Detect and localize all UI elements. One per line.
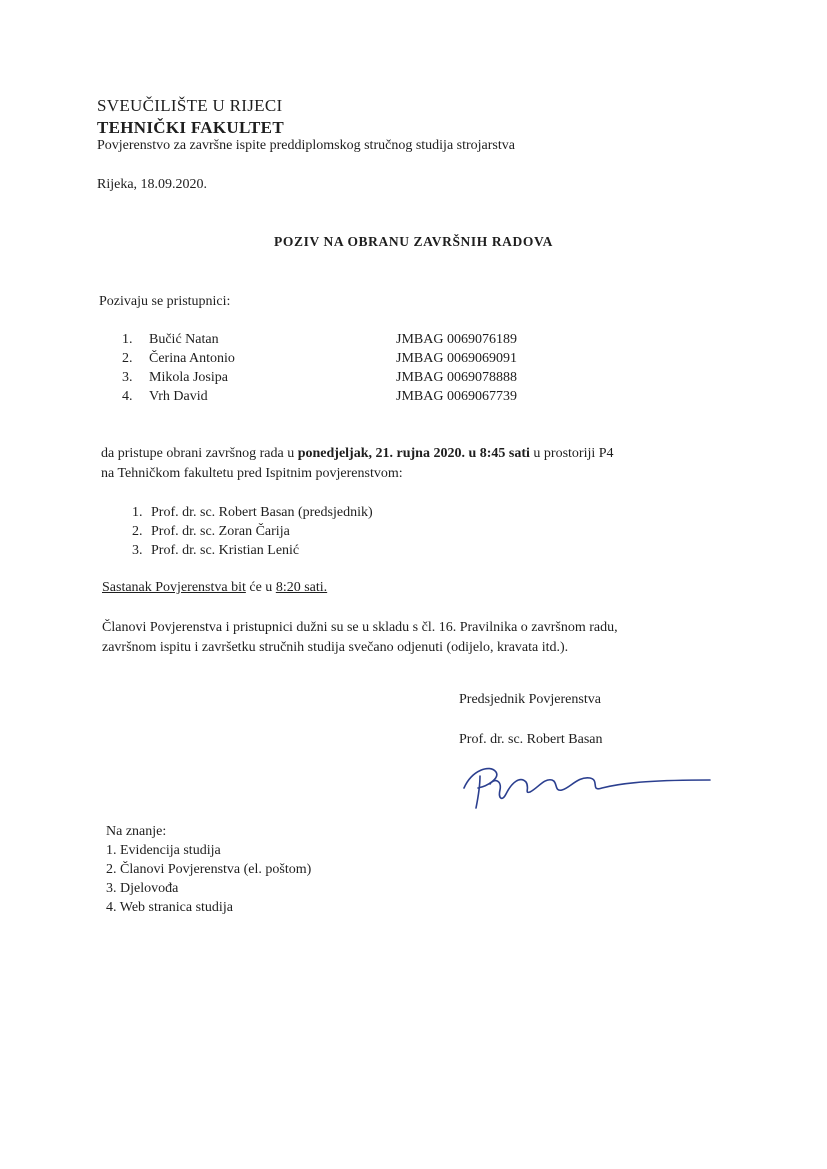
meeting-text: će u [245,580,276,595]
candidate-number: 1. [122,332,133,347]
cc-heading: Na znanje: [106,824,167,839]
defense-date: ponedjeljak, 21. rujna 2020. [297,446,465,461]
document-title: POZIV NA OBRANU ZAVRŠNIH RADOVA [274,234,553,249]
committee-member-number: 1. [132,505,143,520]
candidate-jmbag: JMBAG 0069076189 [396,332,517,347]
committee-member-number: 3. [132,543,143,558]
invite-intro: Pozivaju se pristupnici: [99,294,231,309]
candidate-jmbag: JMBAG 0069078888 [396,370,517,385]
committee-member-name: Prof. dr. sc. Zoran Čarija [151,524,290,539]
cc-item: 1. Evidencija studija [106,843,221,858]
candidate-row [0,351,827,371]
committee-member-row [0,524,827,544]
president-title: Predsjednik Povjerenstva [459,692,601,707]
candidate-name: Vrh David [149,389,208,404]
candidate-jmbag: JMBAG 0069069091 [396,351,517,366]
candidate-number: 2. [122,351,133,366]
candidate-jmbag: JMBAG 0069067739 [396,389,517,404]
defense-paragraph [101,444,614,484]
dress-code-line-2: završnom ispitu i završetku stručnih studija svečano odjenuti (odijelo, kravata itd.). [102,640,569,655]
defense-at: u [464,446,480,461]
committee-name: Povjerenstvo za završne ispite preddiplomskog stručnog studija strojarstva [97,138,515,153]
cc-item: 3. Djelovođa [106,881,179,896]
committee-member-name: Prof. dr. sc. Kristian Lenić [151,543,300,558]
candidate-row [0,370,827,390]
meeting-note [102,580,327,596]
dress-code-line-1: Članovi Povjerenstva i pristupnici dužni su se u skladu s čl. 16. Pravilnika o završnom radu, [102,620,618,635]
candidate-row [0,389,827,409]
dress-code-paragraph [102,618,618,658]
candidate-name: Čerina Antonio [149,351,235,366]
defense-text-before: da pristupe obrani završnog rada u [101,446,298,461]
committee-member-name: Prof. dr. sc. Robert Basan (predsjednik) [151,505,373,520]
candidate-number: 4. [122,389,133,404]
meeting-text-underlined: Sastanak Povjerenstva bit [102,580,246,595]
cc-item: 2. Članovi Povjerenstva (el. poštom) [106,862,312,877]
document-date: Rijeka, 18.09.2020. [97,177,208,192]
defense-line-2: na Tehničkom fakultetu pred Ispitnim povjerenstvom: [101,466,403,481]
meeting-time: 8:20 sati. [275,580,328,595]
faculty-name: TEHNIČKI FAKULTET [97,118,284,137]
candidate-row [0,332,827,352]
president-name: Prof. dr. sc. Robert Basan [459,732,603,747]
committee-member-number: 2. [132,524,143,539]
candidate-name: Bučić Natan [149,332,219,347]
signature-image [450,758,715,810]
candidate-number: 3. [122,370,133,385]
committee-member-row [0,543,827,563]
defense-line-1 [101,444,614,464]
cc-item: 4. Web stranica studija [106,900,233,915]
university-name: SVEUČILIŠTE U RIJECI [97,96,283,115]
defense-room: u prostoriji P4 [529,446,614,461]
committee-member-row [0,505,827,525]
defense-time: 8:45 sati [479,446,530,461]
candidate-name: Mikola Josipa [149,370,228,385]
